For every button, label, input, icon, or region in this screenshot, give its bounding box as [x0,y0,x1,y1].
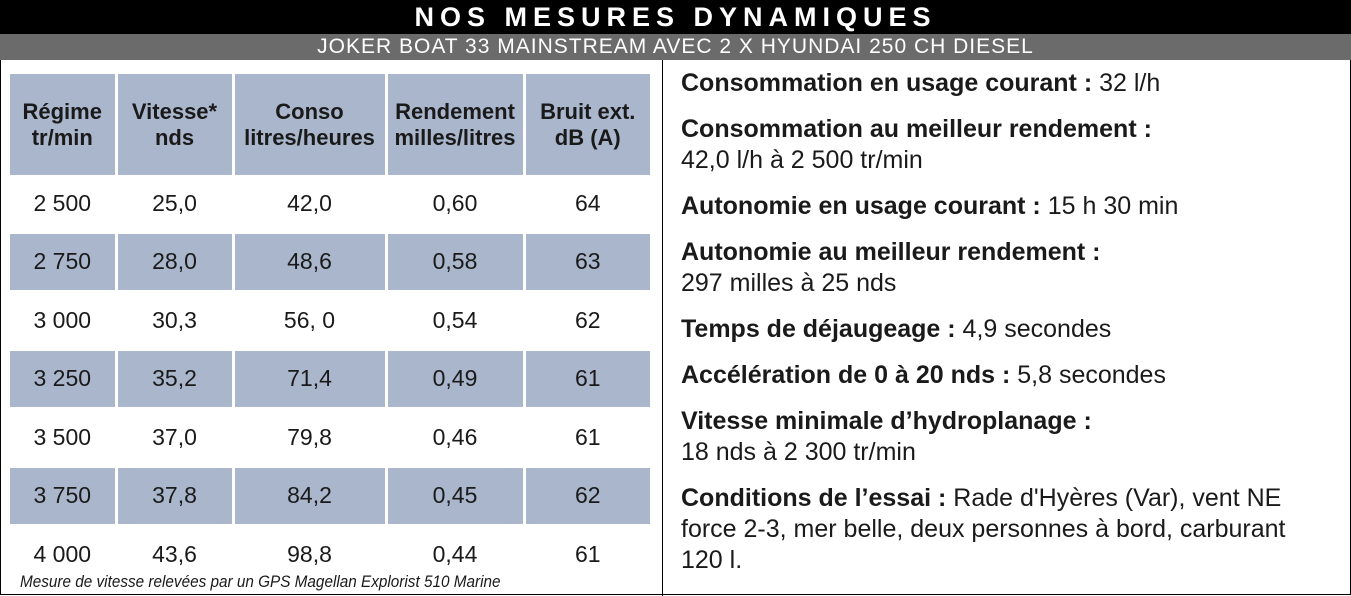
spec-value: 18 nds à 2 300 tr/min [681,438,916,466]
table-cell: 56, 0 [233,291,386,350]
table-cell: 2 500 [10,175,116,233]
spec-item [681,68,1331,99]
page-title: NOS MESURES DYNAMIQUES [0,0,1351,34]
table-cell: 48,6 [233,233,386,292]
table-cell: 0,44 [386,525,524,583]
table-row [10,350,650,409]
measurements-table [10,74,650,583]
table-cell: 37,8 [116,467,233,526]
spec-value: 5,8 secondes [1010,361,1166,389]
spec-item [681,406,1331,468]
spec-label: Accélération de 0 à 20 nds : [681,361,1011,389]
spec-value: 15 h 30 min [1040,192,1179,220]
table-footnote: Mesure de vitesse relevées par un GPS Magellan Explorist 510 Marine [20,572,501,591]
table-cell: 3 750 [10,467,116,526]
table-cell: 37,0 [116,408,233,467]
spec-label: Consommation en usage courant : [681,69,1093,97]
spec-label: Autonomie au meilleur rendement : [681,238,1101,266]
table-cell: 61 [524,525,650,583]
table-cell: 25,0 [116,175,233,233]
spec-item [681,237,1331,299]
page-subtitle: JOKER BOAT 33 MAINSTREAM AVEC 2 X HYUNDAI 250 CH DIESEL [0,34,1351,60]
header-rendement: Rendement milles/litres [386,74,524,175]
table-cell: 3 250 [10,350,116,409]
table-cell: 0,49 [386,350,524,409]
table-cell: 35,2 [116,350,233,409]
spec-label: Vitesse minimale d’hydroplanage : [681,407,1092,435]
table-cell: 61 [524,408,650,467]
table-row [10,291,650,350]
table-cell: 79,8 [233,408,386,467]
measurements-table-container [10,74,650,583]
header-bruit: Bruit ext. dB (A) [524,74,650,175]
column-divider [662,60,663,596]
spec-item [681,360,1331,391]
table-row [10,175,650,233]
spec-label: Consommation au meilleur rendement : [681,115,1152,143]
spec-item [681,191,1331,222]
header-vitesse: Vitesse* nds [116,74,233,175]
table-cell: 4 000 [10,525,116,583]
table-cell: 61 [524,350,650,409]
table-cell: 3 500 [10,408,116,467]
table-cell: 64 [574,189,601,216]
table-cell: 42,0 [233,175,386,233]
table-cell: 43,6 [116,525,233,583]
table-cell: 0,45 [386,467,524,526]
spec-value: Rade d'Hyères (Var), vent NE force 2-3, mer belle, deux personnes à bord, carburant 120 l. [681,484,1286,574]
table-cell: 71,4 [233,350,386,409]
table-cell: 0,60 [386,175,524,233]
table-cell: 62 [524,291,650,350]
table-cell: 98,8 [233,525,386,583]
spec-item [681,483,1331,576]
spec-value: 32 l/h [1092,69,1161,97]
table-cell: 63 [524,233,650,292]
table-cell: 84,2 [233,467,386,526]
table-cell: 2 750 [10,233,116,292]
table-cell: 62 [524,467,650,526]
table-row [10,467,650,526]
table-cell: 0,58 [386,233,524,292]
spec-item [681,114,1331,176]
spec-value: 297 milles à 25 nds [681,269,897,297]
spec-label: Conditions de l’essai : [681,484,947,512]
spec-label: Temps de déjaugeage : [681,315,956,343]
table-cell: 30,3 [116,291,233,350]
spec-value: 42,0 l/h à 2 500 tr/min [681,146,923,174]
table-row [10,233,650,292]
header-regime: Régime tr/min [10,74,116,175]
spec-value: 4,9 secondes [955,315,1112,343]
table-cell: 3 000 [10,291,116,350]
table-row [10,408,650,467]
table-header-row [10,74,650,175]
spec-item [681,314,1331,345]
specs-list [681,68,1331,576]
table-cell: 28,0 [116,233,233,292]
header-conso: Conso litres/heures [233,74,386,175]
table-cell: 0,46 [386,408,524,467]
table-cell: 0,54 [386,291,524,350]
spec-label: Autonomie en usage courant : [681,192,1041,220]
